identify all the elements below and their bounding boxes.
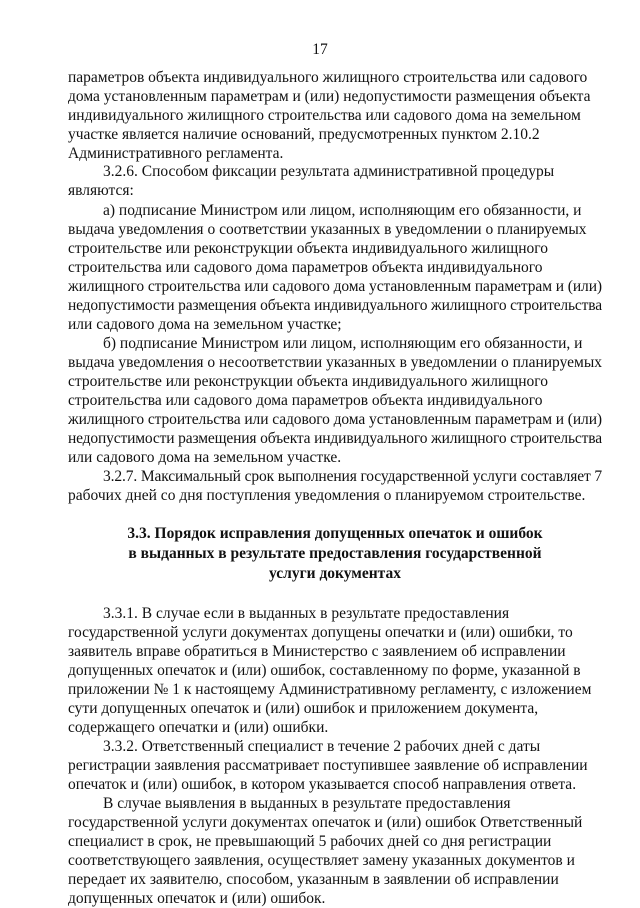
body-line: государственной услуги документах опечаток и (или) ошибок Ответственный [68, 814, 583, 831]
body-line: строительстве или реконструкции объекта индивидуального жилищного [68, 240, 548, 257]
body-line: участке является наличие оснований, предусмотренных пунктом 2.10.2 [68, 126, 540, 143]
body-line: опечаток и (или) ошибок, в котором указывается способ направления ответа. [68, 776, 577, 793]
page-number: 17 [312, 41, 328, 58]
body-line: допущенных опечаток и (или) ошибок. [68, 890, 326, 907]
body-line: Административного регламента. [68, 145, 284, 162]
body-line: строительства или садового дома параметров объекта индивидуального [68, 259, 543, 276]
body-line: специалист в срок, не превышающий 5 рабочих дней со дня регистрации [68, 833, 552, 850]
body-line: являются: [68, 182, 134, 199]
body-line: строительства или садового дома параметров объекта индивидуального [68, 392, 543, 409]
body-line: жилищного строительства или садового дома установленным параметрам и (или) [68, 411, 602, 428]
body-line: приложении № 1 к настоящему Административному регламенту, с изложением [68, 681, 592, 698]
section-heading: услуги документах [269, 565, 401, 582]
body-line: допущенных опечаток и (или) ошибок, составленному по форме, указанной в [68, 662, 581, 679]
body-line: или садового дома на земельном участке. [68, 449, 342, 466]
body-line: строительстве или реконструкции объекта индивидуального жилищного [68, 373, 548, 390]
body-line: 3.3.1. В случае если в выданных в результате предоставления [103, 605, 510, 622]
body-line: дома установленным параметрам и (или) недопустимости размещения объекта [68, 88, 591, 105]
body-line: содержащего опечатки и (или) ошибки. [68, 719, 329, 736]
body-line: недопустимости размещения объекта индивидуального жилищного строительства [68, 430, 602, 447]
body-line: недопустимости размещения объекта индивидуального жилищного строительства [68, 297, 602, 314]
body-line: сути допущенных опечаток и (или) ошибок и приложением документа, [68, 700, 539, 717]
body-line: а) подписание Министром или лицом, исполняющим его обязанности, и [103, 202, 582, 219]
body-line: индивидуального жилищного строительства или садового дома на земельном [68, 107, 581, 124]
section-heading: в выданных в результате предоставления государственной [128, 545, 542, 562]
body-line: рабочих дней со дня поступления уведомления о планируемом строительстве. [68, 487, 586, 504]
body-line: государственной услуги документах допущены опечатки и (или) ошибки, то [68, 624, 573, 641]
body-line: выдача уведомления о соответствии указанных в уведомлении о планируемых [68, 221, 587, 238]
body-line: В случае выявления в выданных в результате предоставления [103, 795, 511, 812]
body-line: соответствующего заявления, осуществляет замену указанных документов и [68, 852, 575, 869]
body-line: передает их заявителю, способом, указанным в заявлении об исправлении [68, 871, 559, 888]
body-line: регистрации заявления рассматривает поступившее заявление об исправлении [68, 757, 588, 774]
body-line: 3.2.6. Способом фиксации результата административной процедуры [103, 163, 555, 180]
body-line: 3.3.2. Ответственный специалист в течение 2 рабочих дней с даты [103, 738, 541, 755]
body-line: выдача уведомления о несоответствии указанных в уведомлении о планируемых [68, 354, 602, 371]
section-heading: 3.3. Порядок исправления допущенных опечаток и ошибок [127, 525, 543, 542]
body-line: 3.2.7. Максимальный срок выполнения государственной услуги составляет 7 [103, 468, 602, 485]
body-line: заявитель вправе обратиться в Министерство с заявлением об исправлении [68, 643, 566, 660]
body-line: б) подписание Министром или лицом, исполняющим его обязанности, и [103, 335, 583, 352]
body-line: параметров объекта индивидуального жилищного строительства или садового [68, 69, 588, 86]
body-line: жилищного строительства или садового дома установленным параметрам и (или) [68, 278, 602, 295]
body-line: или садового дома на земельном участке; [68, 316, 342, 333]
